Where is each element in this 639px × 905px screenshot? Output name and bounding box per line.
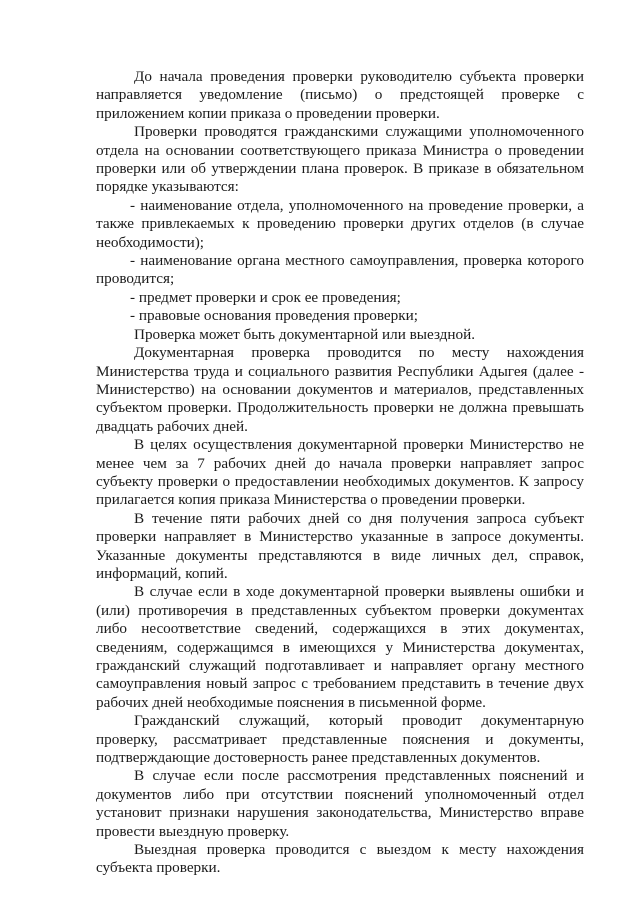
paragraph-document-request: В целях осуществления документарной проверки Министерство не менее чем за 7 рабочих дней до начала проверки направляет запрос субъекту проверки о предоставлении необходимых документов. К запросу прилагается копия приказа Министерства о проведении проверки. [96,436,584,509]
paragraph-errors-found: В случае если в ходе документарной проверки выявлены ошибки и (или) противоречия в представленных субъектом проверки документах либо несоответствие сведений, содержащихся в этих документах, сведениям, содержащимся в имеющихся у Министерства документах, гражданский служащий подготавливает и направляет органу местного самоуправления новый запрос с требованием представить в течение двух рабочих дней необходимые пояснения в письменной форме. [96,583,584,711]
paragraph-five-days: В течение пяти рабочих дней со дня получения запроса субъект проверки направляет в Министерство указанные в запросе документы. Указанные документы представляются в виде личных дел, справок, информаций, копий. [96,509,584,582]
paragraph-field-inspection-right: В случае если после рассмотрения представленных пояснений и документов либо при отсутствии пояснений уполномоченный отдел установит признаки нарушения законодательства, Министерство вправе провести выездную проверку. [96,767,584,840]
paragraph-notification: До начала проведения проверки руководителю субъекта проверки направляется уведомление (письмо) о предстоящей проверке с приложением копии приказа о проведении проверки. [96,68,584,122]
paragraph-documentary-inspection: Документарная проверка проводится по месту нахождения Министерства труда и социального развития Республики Адыгея (далее - Министерство) на основании документов и материалов, представленных субъектом проверки. Продолжительность проверки не должна превышать двадцать рабочих дней. [96,344,584,435]
paragraph-inspection-types: Проверка может быть документарной или выездной. [134,325,476,343]
paragraph-field-inspection: Выездная проверка проводится с выездом к месту нахождения субъекта проверки. [96,841,584,877]
list-item-subject-term: - предмет проверки и срок ее проведения; [130,288,401,306]
document-body [96,68,584,878]
list-item-local-authority: - наименование органа местного самоуправления, проверка которого проводится; [96,252,584,288]
list-item-department: - наименование отдела, уполномоченного на проведение проверки, а также привлекаемых к проведению проверки других отделов (в случае необходимости); [96,196,584,251]
paragraph-inspection-order: Проверки проводятся гражданскими служащими уполномоченного отдела на основании соответствующего приказа Министра о проведении проверки или об утверждении плана проверок. В приказе в обязательном порядке указываются: [96,123,584,196]
list-item-legal-basis: - правовые основания проведения проверки; [130,307,418,325]
paragraph-civil-servant-review: Гражданский служащий, который проводит документарную проверку, рассматривает представленные пояснения и документы, подтверждающие достоверность ранее представленных документов. [96,712,584,767]
